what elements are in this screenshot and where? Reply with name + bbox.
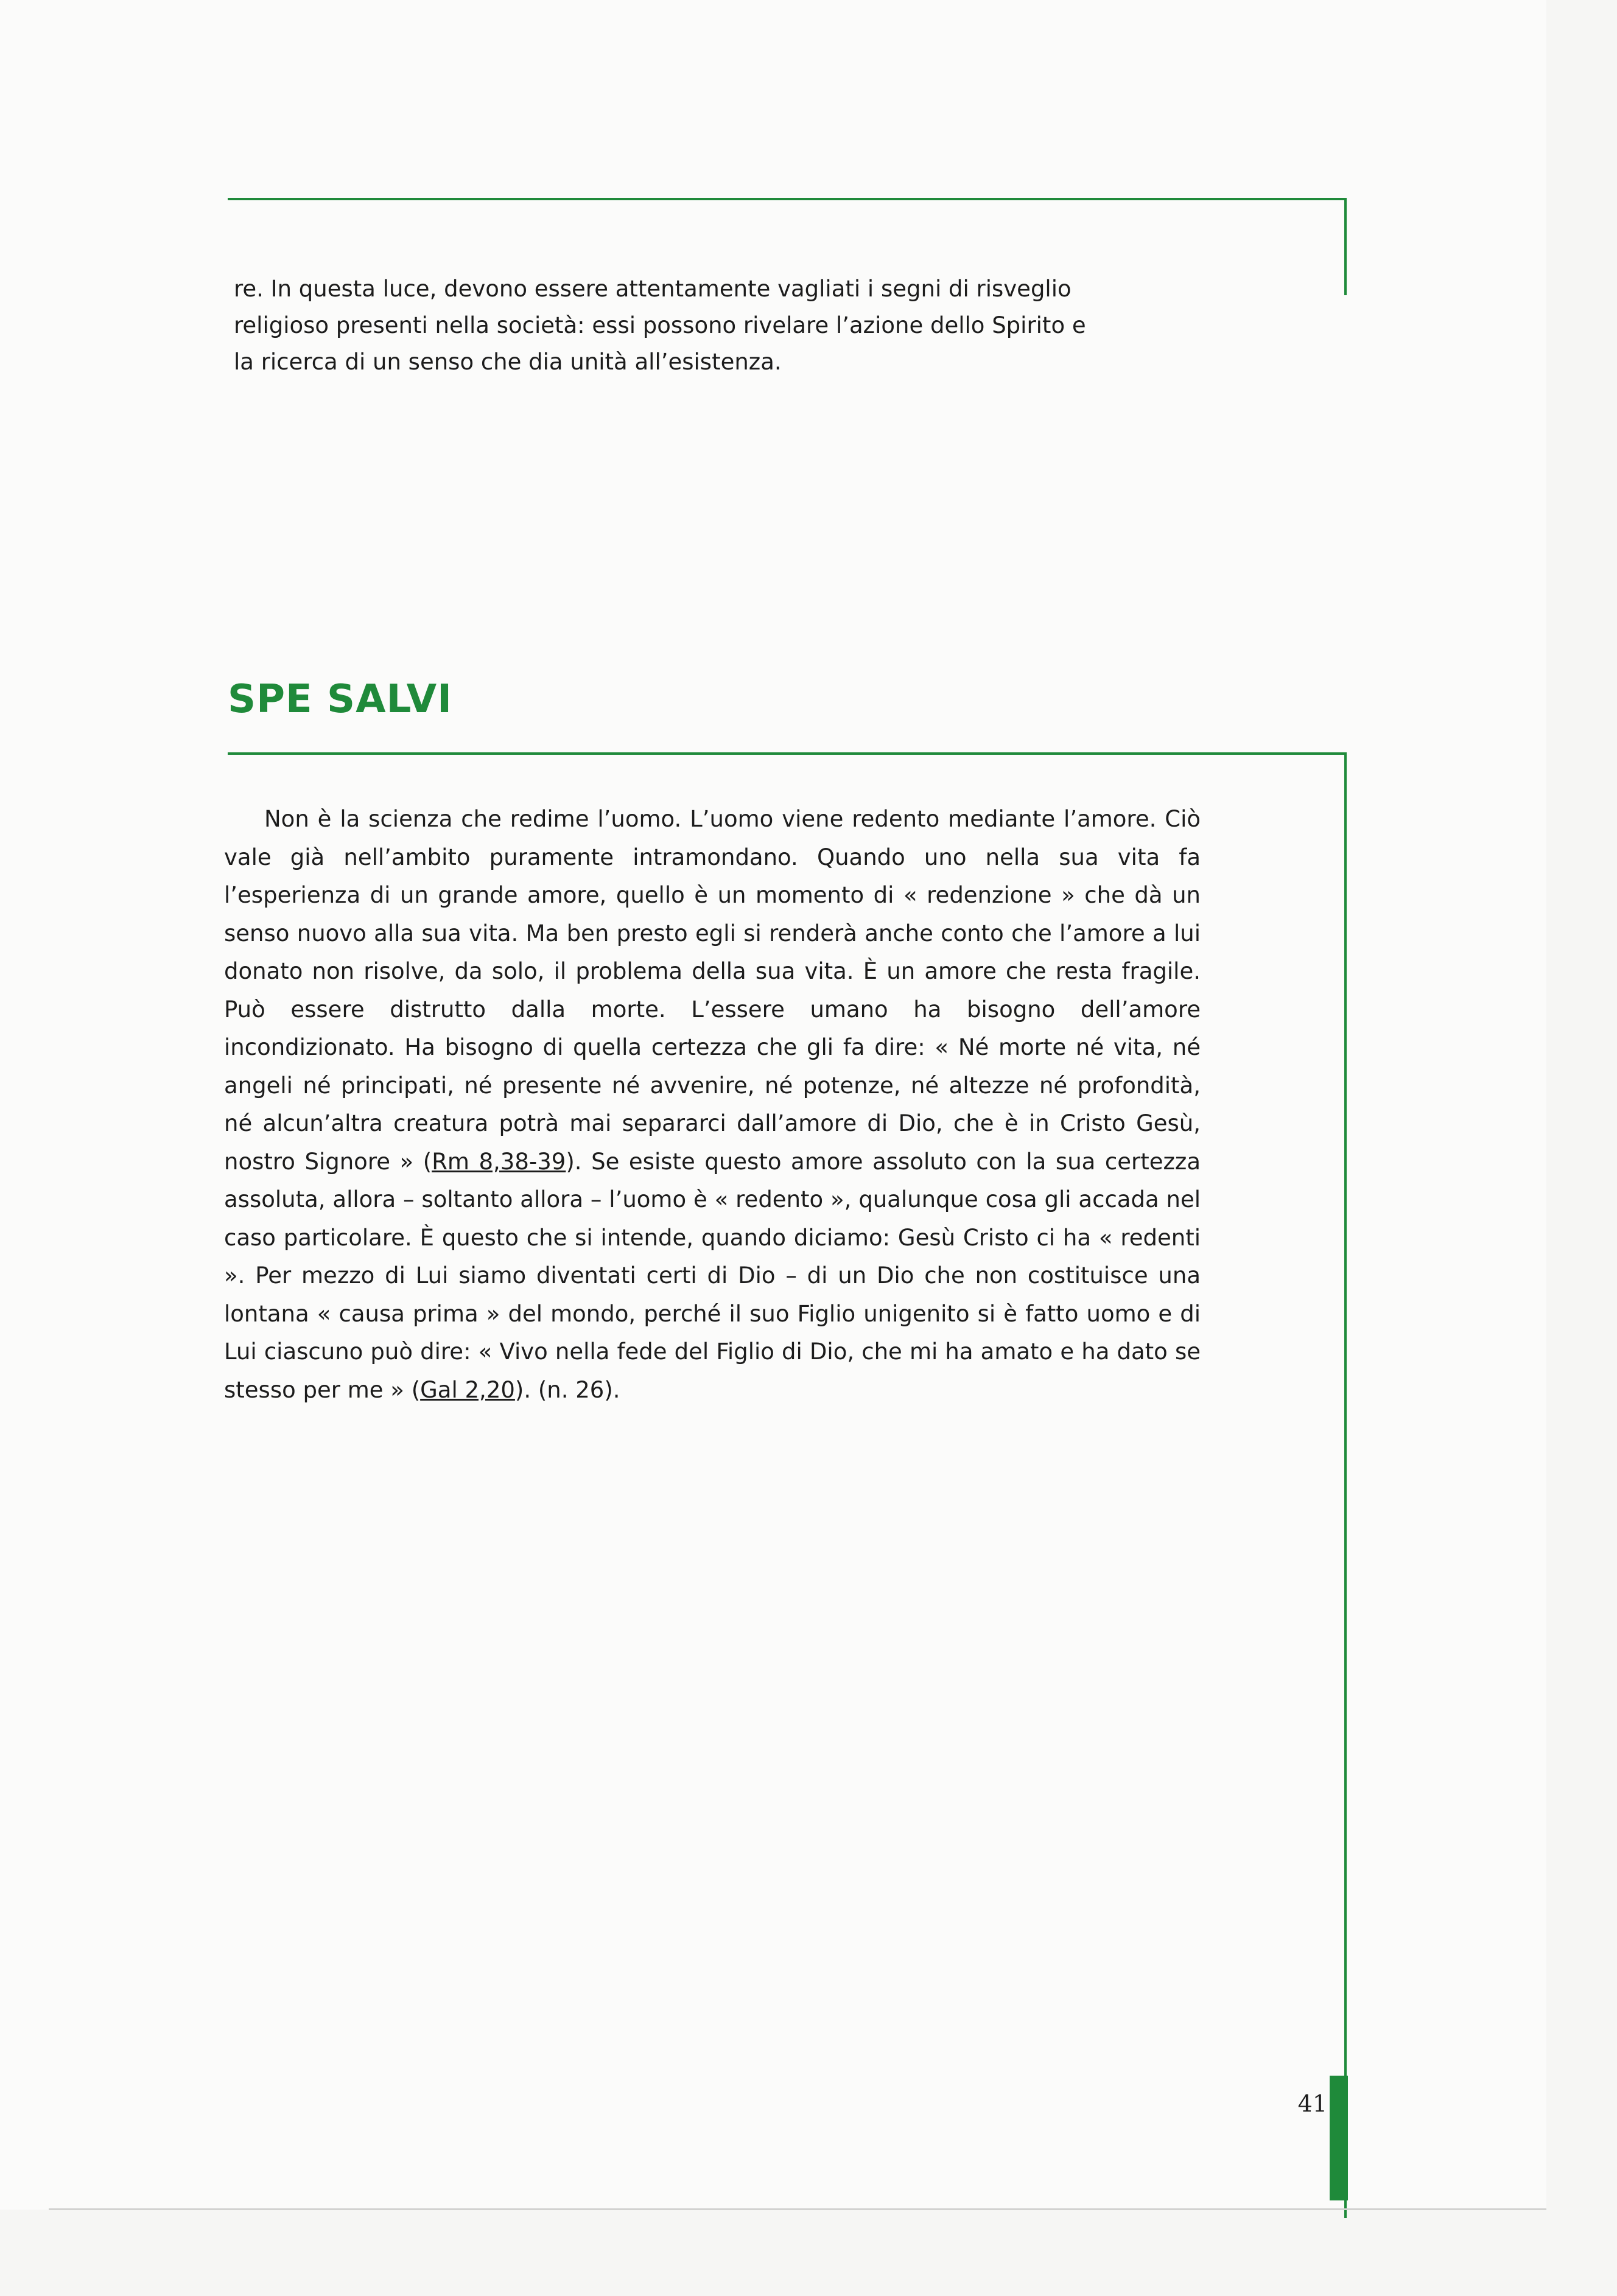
page-tab-marker <box>1330 2076 1348 2200</box>
top-rule <box>228 198 1347 200</box>
body-paragraph <box>224 800 1201 1409</box>
continuation-paragraph <box>234 271 1208 380</box>
page-number: 41 <box>1297 2090 1327 2117</box>
paragraph-text: ). (n. 26). <box>514 1376 620 1403</box>
page-bottom-edge <box>49 2208 1546 2210</box>
paragraph-text: ). Se esiste questo amore assoluto con la sua certezza assoluta, allora – soltanto allora – l’uomo è « redento », qualunque cosa gli accada nel caso particolare. È questo che si intende, quando diciamo: Gesù Cristo ci ha « redenti ». Per mezzo di Lui siamo diventati certi di Dio – di un Dio che non costituisce una lontana « causa prima » del mondo, perché il suo Figlio unigenito si è fatto uomo e di Lui ciascuno può dire: « Vivo nella fede del Figlio di Dio, che mi ha amato e ha dato se stesso per me » ( <box>224 1148 1201 1403</box>
continuation-line: la ricerca di un senso che dia unità all’esistenza. <box>234 349 782 375</box>
continuation-line: religioso presenti nella società: essi possono rivelare l’azione dello Spirito e <box>234 312 1086 338</box>
section-title: SPE SALVI <box>228 677 452 722</box>
section-body <box>224 800 1201 1409</box>
scripture-reference-link[interactable]: Gal 2,20 <box>420 1376 515 1403</box>
continuation-line: re. In questa luce, devono essere attentamente vagliati i segni di risveglio <box>234 276 1072 302</box>
paragraph-text: Non è la scienza che redime l’uomo. L’uomo viene redento mediante l’amore. Ciò vale già nell’ambito puramente intramondano. Quando uno nella sua vita fa l’esperienza di un grande amore, quello è un momento di « redenzione » che dà un senso nuovo alla sua vita. Ma ben presto egli si renderà anche conto che l’amore a lui donato non risolve, da solo, il problema della sua vita. È un amore che resta fragile. Può essere distrutto dalla morte. L’essere umano ha bisogno dell’amore incondizionato. Ha bisogno di quella certezza che gli fa dire: « Né morte né vita, né angeli né principati, né presente né avvenire, né potenze, né altezze né profondità, né alcun’altra creatura potrà mai separarci dall’amore di Dio, che è in Cristo Gesù, nostro Signore » ( <box>224 806 1201 1175</box>
section-rule <box>228 752 1347 755</box>
top-right-vertical-rule <box>1344 198 1347 295</box>
section-right-vertical-rule <box>1344 752 1347 2218</box>
scripture-reference-link[interactable]: Rm 8,38-39 <box>432 1148 566 1175</box>
